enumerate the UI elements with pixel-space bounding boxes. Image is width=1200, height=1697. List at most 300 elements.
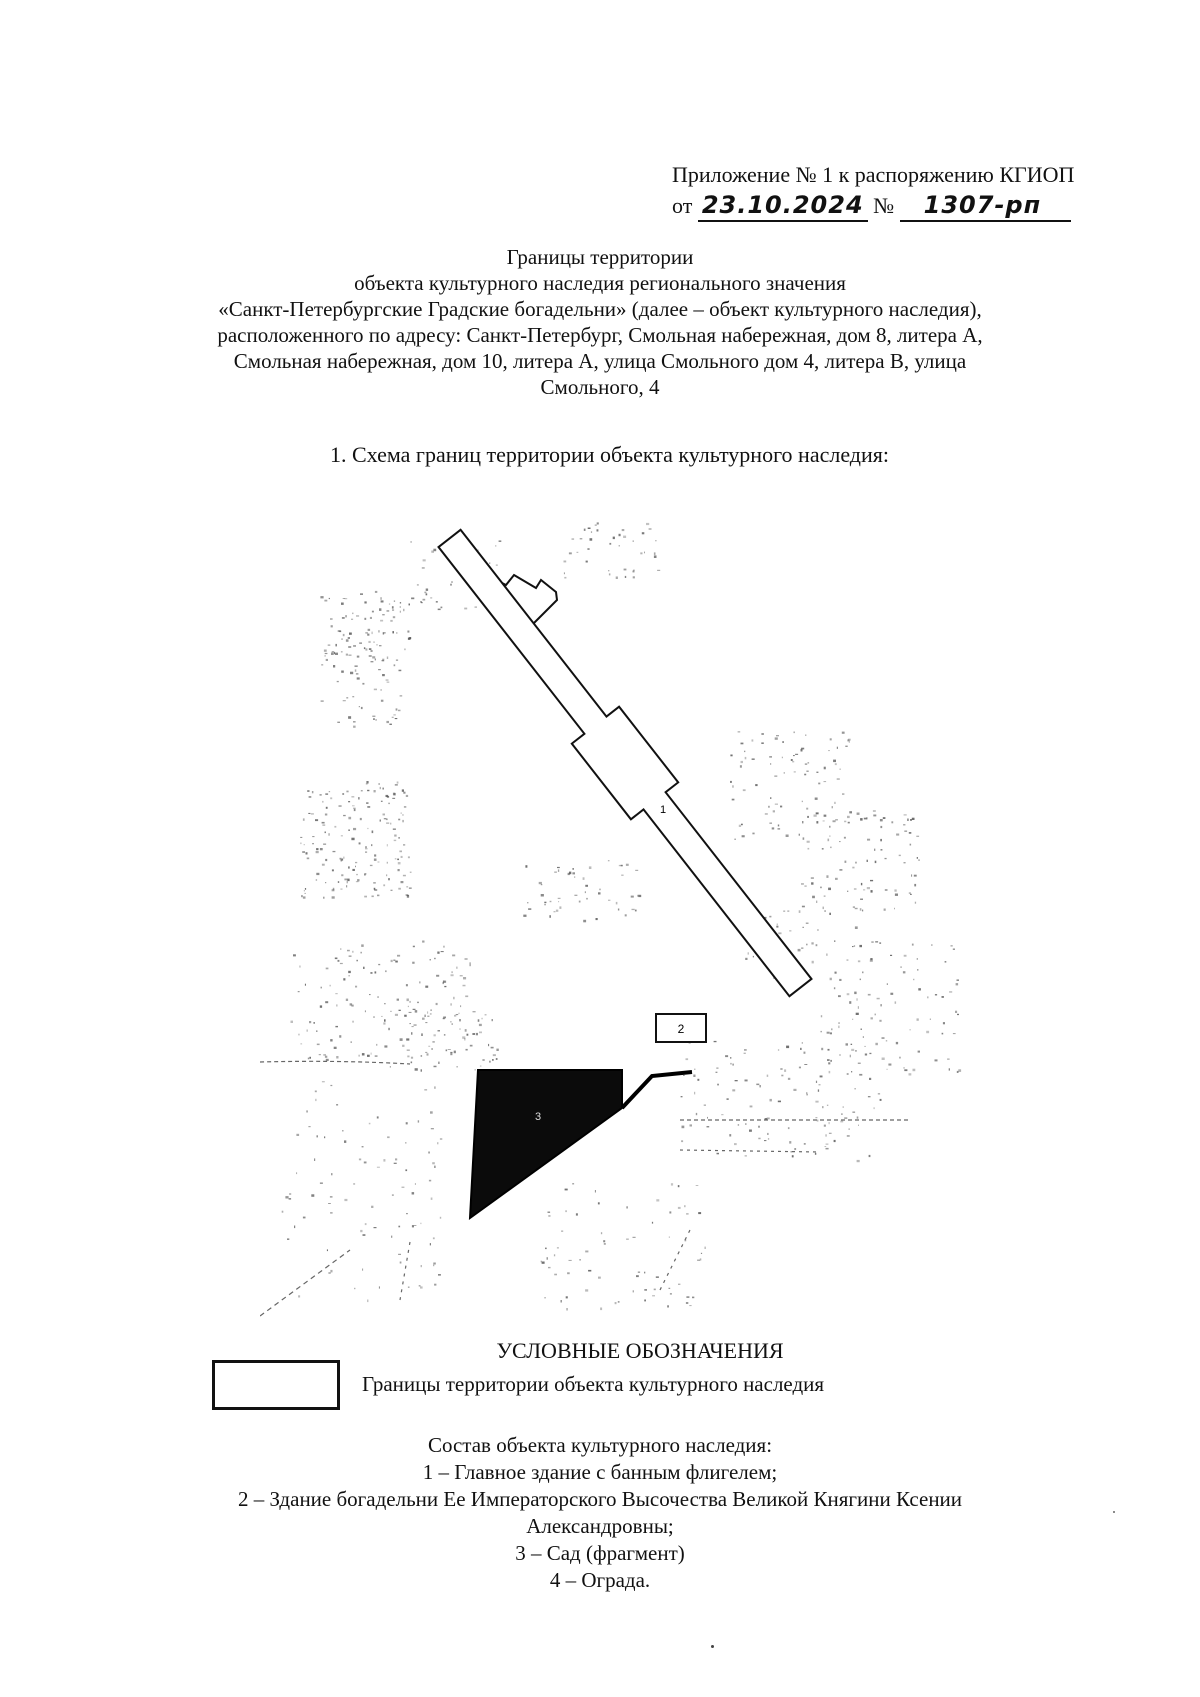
map-speckle <box>550 901 552 902</box>
handwritten-date: 23.10.2024 <box>698 190 868 222</box>
map-speckle <box>545 1297 546 1298</box>
boundary-map <box>260 480 1020 1340</box>
map-speckle <box>386 822 389 824</box>
map-speckle <box>403 609 404 611</box>
map-speckle <box>325 882 326 883</box>
map-speckle <box>852 946 854 947</box>
map-speckle <box>320 596 323 598</box>
map-speckle <box>812 896 815 899</box>
map-speckle <box>861 883 862 885</box>
map-speckle <box>348 975 350 976</box>
map-speckle <box>380 620 383 622</box>
map-speckle <box>579 901 581 903</box>
map-speckle <box>375 1055 378 1057</box>
map-speckle <box>725 1055 728 1057</box>
map-speckle <box>348 655 351 656</box>
map-speckle <box>732 785 734 787</box>
map-speckle <box>829 1133 832 1134</box>
map-speckle <box>735 1080 738 1081</box>
map-speckle <box>330 1085 332 1086</box>
map-speckle <box>826 954 828 956</box>
map-speckle <box>406 886 408 887</box>
map-speckle <box>387 844 388 846</box>
map-speckle <box>420 1286 423 1288</box>
map-speckle <box>315 1099 316 1101</box>
map-speckle <box>400 606 401 608</box>
map-speckle <box>837 747 838 749</box>
map-speckle <box>352 869 355 871</box>
map-speckle <box>400 602 401 603</box>
map-speckle <box>312 843 314 844</box>
map-speckle <box>802 906 805 908</box>
map-speckle <box>745 1155 747 1157</box>
map-speckle <box>912 944 914 946</box>
map-speckle <box>869 1078 871 1080</box>
map-speckle <box>438 1030 441 1031</box>
map-speckle <box>304 844 305 845</box>
map-speckle <box>390 823 391 825</box>
map-speckle <box>882 1058 885 1061</box>
map-speckle <box>775 737 778 739</box>
map-speckle <box>807 1094 808 1096</box>
map-speckle <box>351 796 354 797</box>
map-speckle <box>374 854 376 856</box>
map-speckle <box>633 576 635 578</box>
map-speckle <box>811 877 814 878</box>
map-speckle <box>420 1223 421 1224</box>
map-speckle <box>475 1069 476 1070</box>
map-speckle <box>697 1079 699 1081</box>
map-speckle <box>852 1019 853 1020</box>
map-speckle <box>806 808 808 810</box>
map-speckle <box>407 1050 410 1051</box>
map-speckle <box>370 865 373 866</box>
map-speckle <box>438 609 441 611</box>
map-speckle <box>407 1056 409 1058</box>
map-speckle <box>339 805 342 807</box>
map-speckle <box>315 819 318 821</box>
map-speckle <box>894 908 895 910</box>
map-speckle <box>320 1182 323 1184</box>
map-speckle <box>422 1018 425 1020</box>
map-speckle <box>867 887 870 889</box>
map-speckle <box>426 589 428 591</box>
map-speckle <box>370 617 372 619</box>
map-speckle <box>935 1059 938 1061</box>
map-speckle <box>332 869 334 871</box>
map-speckle <box>372 716 375 717</box>
map-speckle <box>380 597 381 600</box>
map-speckle <box>378 964 380 965</box>
map-speckle <box>450 1052 452 1053</box>
map-speckle <box>382 614 385 615</box>
map-speckle <box>633 541 634 542</box>
map-speckle <box>618 909 619 911</box>
map-speckle <box>795 754 798 755</box>
map-speckle <box>730 781 732 783</box>
map-speckle <box>423 599 426 601</box>
map-speckle <box>402 789 404 791</box>
map-speckle <box>590 538 593 541</box>
map-speckle <box>380 820 381 822</box>
map-speckle <box>827 1032 830 1034</box>
map-speckle <box>437 952 439 954</box>
map-speckle <box>815 1117 817 1118</box>
map-speckle <box>949 991 952 992</box>
map-speckle <box>339 1035 341 1038</box>
map-speckle <box>282 1211 284 1213</box>
map-speckle <box>415 1010 418 1013</box>
map-speckle <box>843 1107 844 1108</box>
map-speckle <box>340 948 341 950</box>
map-speckle <box>410 541 411 543</box>
map-speckle <box>794 771 796 772</box>
map-speckle <box>373 882 376 883</box>
map-speckle <box>387 610 390 611</box>
map-speckle <box>860 899 863 901</box>
map-speckle <box>300 843 301 845</box>
map-speckle <box>856 998 857 1000</box>
map-speckle <box>770 763 771 765</box>
map-speckle <box>316 848 318 850</box>
map-speckle <box>887 983 888 984</box>
map-speckle <box>727 1098 729 1099</box>
map-speckle <box>404 649 405 651</box>
map-speckle <box>400 611 401 613</box>
map-speckle <box>682 1126 685 1129</box>
map-speckle <box>347 881 348 884</box>
map-speckle <box>343 815 346 816</box>
map-speckle <box>463 985 466 987</box>
map-speckle <box>545 904 546 906</box>
map-speckle <box>352 1021 354 1023</box>
fence-4-line <box>622 1072 692 1108</box>
map-speckle <box>858 960 860 962</box>
map-speckle <box>829 1071 831 1073</box>
map-speckle <box>565 1189 568 1191</box>
map-speckle <box>572 1183 574 1185</box>
map-speckle <box>382 674 385 676</box>
map-speckle <box>351 838 354 841</box>
map-speckle <box>834 1140 836 1142</box>
map-speckle <box>840 1121 843 1123</box>
map-speckle <box>855 908 858 909</box>
map-speckle <box>890 993 893 995</box>
map-speckle <box>775 804 778 805</box>
map-speckle <box>289 1193 291 1194</box>
map-speckle <box>825 1146 827 1147</box>
map-speckle <box>644 1300 646 1302</box>
map-speckle <box>396 632 397 634</box>
map-speckle <box>794 1148 796 1150</box>
map-speckle <box>362 683 364 685</box>
map-speckle <box>583 877 585 880</box>
map-speckle <box>583 920 586 923</box>
map-speckle <box>899 1057 901 1059</box>
map-speckle <box>436 601 438 602</box>
map-speckle <box>349 956 352 957</box>
map-speckle <box>904 1069 907 1071</box>
map-speckle <box>792 761 794 763</box>
map-speckle <box>916 836 919 837</box>
composition-item: Александровны; <box>526 1514 674 1538</box>
map-speckle <box>369 1123 371 1125</box>
map-speckle <box>375 591 377 593</box>
map-speckle <box>678 1185 680 1187</box>
map-speckle <box>480 1066 482 1067</box>
map-speckle <box>441 607 443 609</box>
map-speckle <box>357 656 360 658</box>
map-speckle <box>434 1284 436 1286</box>
map-speckle <box>479 1024 482 1026</box>
map-speckle <box>287 1238 289 1240</box>
map-speckle <box>576 1213 578 1215</box>
map-speckle <box>613 537 615 540</box>
map-speckle <box>303 1217 306 1219</box>
map-speckle <box>335 1026 338 1027</box>
map-speckle <box>470 1045 473 1047</box>
map-speckle <box>640 552 642 554</box>
map-speckle <box>421 1033 422 1036</box>
map-speckle <box>689 1305 691 1306</box>
map-speckle <box>356 615 359 617</box>
map-speckle <box>608 570 609 571</box>
map-speckle <box>492 1059 494 1061</box>
map-speckle <box>626 864 629 866</box>
map-speckle <box>564 572 565 574</box>
map-speckle <box>372 611 374 613</box>
map-speckle <box>548 1267 551 1268</box>
map-speckle <box>330 1196 333 1198</box>
map-speckle <box>858 1125 859 1126</box>
map-speckle <box>823 820 825 821</box>
map-speckle <box>852 1112 855 1113</box>
map-speckle <box>585 1251 588 1253</box>
map-speckle <box>346 885 347 887</box>
map-speckle <box>322 1081 325 1082</box>
map-speckle <box>927 996 928 998</box>
order-ref-line <box>560 190 1120 222</box>
map-speckle <box>335 644 337 647</box>
map-speckle <box>833 760 836 763</box>
map-speckle <box>436 975 439 977</box>
map-speckle <box>768 1138 769 1140</box>
map-speckle <box>855 926 858 929</box>
map-speckle <box>387 1136 390 1138</box>
title-line: Смольная набережная, дом 10, литера А, улица Смольного дом 4, литера В, улица <box>233 349 967 373</box>
map-speckle <box>574 895 577 896</box>
map-speckle <box>325 859 327 861</box>
composition-item: 1 – Главное здание с банным флигелем; <box>422 1460 778 1484</box>
map-speckle <box>638 1272 640 1273</box>
map-speckle <box>859 945 862 947</box>
map-speckle <box>904 862 906 863</box>
map-speckle <box>452 955 455 957</box>
map-speckle <box>877 998 880 1000</box>
legend-boundary-swatch <box>212 1360 340 1410</box>
map-speckle <box>430 597 432 598</box>
map-speckle <box>332 896 335 898</box>
map-speckle <box>423 559 426 561</box>
map-speckle <box>803 837 805 839</box>
map-speckle <box>750 1106 753 1108</box>
map-speckle <box>883 817 886 819</box>
map-speckle <box>434 1066 437 1068</box>
map-speckle <box>824 767 826 770</box>
map-speckle <box>341 603 344 605</box>
map-speckle <box>917 857 918 859</box>
map-speckle <box>476 1033 478 1035</box>
map-speckle <box>863 1036 864 1038</box>
map-speckle <box>395 1158 397 1160</box>
map-speckle <box>392 717 394 718</box>
map-speckle <box>909 892 911 894</box>
map-speckle <box>454 1015 456 1017</box>
map-speckle <box>398 819 400 821</box>
map-speckle <box>806 1092 807 1094</box>
map-speckle <box>837 778 840 780</box>
map-speckle <box>772 827 775 829</box>
map-speckle <box>787 910 789 912</box>
map-speckle <box>692 1297 694 1299</box>
map-speckle <box>875 861 877 863</box>
map-speckle <box>325 653 328 654</box>
map-speckle <box>716 1067 718 1069</box>
map-speckle <box>585 1289 588 1291</box>
map-speckle <box>918 1051 920 1053</box>
map-speckle <box>875 1043 878 1045</box>
map-speckle <box>758 1126 759 1128</box>
map-speckle <box>584 529 586 531</box>
map-speckle <box>479 1032 482 1034</box>
map-speckle <box>741 761 744 763</box>
map-speckle <box>410 1001 411 1003</box>
map-speckle <box>360 818 362 820</box>
map-speckle <box>834 802 835 804</box>
map-speckle <box>848 739 849 741</box>
map-speckle <box>860 979 861 981</box>
map-speckle <box>765 813 768 815</box>
map-speckle <box>544 902 546 903</box>
map-speckle <box>847 891 848 892</box>
map-speckle <box>430 1243 431 1245</box>
map-speckle <box>782 757 783 759</box>
map-speckle <box>364 896 367 898</box>
map-speckle <box>638 895 641 897</box>
map-speckle <box>411 598 414 600</box>
map-speckle <box>633 570 634 571</box>
map-speckle <box>863 889 865 890</box>
map-speckle <box>953 1033 956 1034</box>
map-speckle <box>305 893 306 894</box>
map-speckle <box>409 888 412 889</box>
map-speckle <box>780 1068 782 1069</box>
map-speckle <box>392 609 394 611</box>
map-speckle <box>382 788 384 790</box>
map-speckle <box>557 1247 559 1248</box>
map-speckle <box>433 1265 434 1267</box>
map-speckle <box>443 1018 445 1019</box>
map-speckle <box>393 960 395 962</box>
map-speckle <box>389 724 392 725</box>
map-speckle <box>591 531 592 533</box>
map-speckle <box>399 1010 401 1011</box>
map-speckle <box>383 814 386 816</box>
map-speckle <box>958 1069 961 1072</box>
map-speckle <box>541 884 543 885</box>
map-speckle <box>671 1183 673 1185</box>
map-speckle <box>411 1057 413 1059</box>
map-speckle <box>588 1270 591 1272</box>
title-line: Смольного, 4 <box>540 375 660 399</box>
map-speckle <box>858 1063 861 1064</box>
composition-list <box>150 1432 1050 1594</box>
map-speckle <box>305 984 306 986</box>
map-speckle <box>635 870 638 871</box>
map-speckle <box>541 894 544 897</box>
map-speckle <box>422 941 424 943</box>
map-speckle <box>482 1059 484 1060</box>
map-speckle <box>595 525 597 526</box>
map-speckle <box>804 1143 806 1144</box>
map-speckle <box>573 868 574 870</box>
map-speckle <box>327 1249 328 1251</box>
map-speckle <box>392 606 394 608</box>
map-speckle <box>869 1053 871 1054</box>
map-speckle <box>294 1226 295 1229</box>
map-speckle <box>412 1026 414 1027</box>
map-speckle <box>896 1042 898 1044</box>
map-speckle <box>438 1062 440 1064</box>
map-speckle <box>549 915 551 918</box>
map-speckle <box>774 775 777 777</box>
map-speckle <box>567 1272 570 1274</box>
document-title <box>150 244 1050 400</box>
map-speckle <box>696 1113 697 1115</box>
map-speckle <box>379 1286 380 1288</box>
map-speckle <box>861 1029 863 1031</box>
map-speckle <box>604 1243 606 1245</box>
map-speckle <box>357 960 358 962</box>
map-speckle <box>804 885 806 886</box>
map-speckle <box>396 708 398 710</box>
map-speckle <box>328 1273 330 1274</box>
map-speckle <box>341 874 343 876</box>
map-speckle <box>347 879 349 882</box>
map-speckle <box>782 741 784 743</box>
map-speckle <box>806 944 807 946</box>
map-speckle <box>306 852 308 854</box>
map-speckle <box>366 781 368 784</box>
map-speckle <box>317 1044 320 1046</box>
map-speckle <box>325 814 327 816</box>
map-speckle <box>833 820 836 822</box>
map-speckle <box>413 1009 416 1010</box>
map-speckle <box>317 1135 318 1137</box>
map-speckle <box>864 818 867 820</box>
map-speckle <box>308 813 310 814</box>
map-speckle <box>411 1062 413 1064</box>
map-speckle <box>391 890 393 891</box>
map-speckle <box>732 1089 735 1091</box>
map-speckle <box>740 765 742 768</box>
map-speckle <box>397 955 400 957</box>
map-speckle <box>360 1230 362 1232</box>
map-speckle <box>352 805 355 806</box>
map-speckle <box>412 1225 414 1227</box>
map-speckle <box>348 866 350 868</box>
map-speckle <box>315 1091 317 1093</box>
